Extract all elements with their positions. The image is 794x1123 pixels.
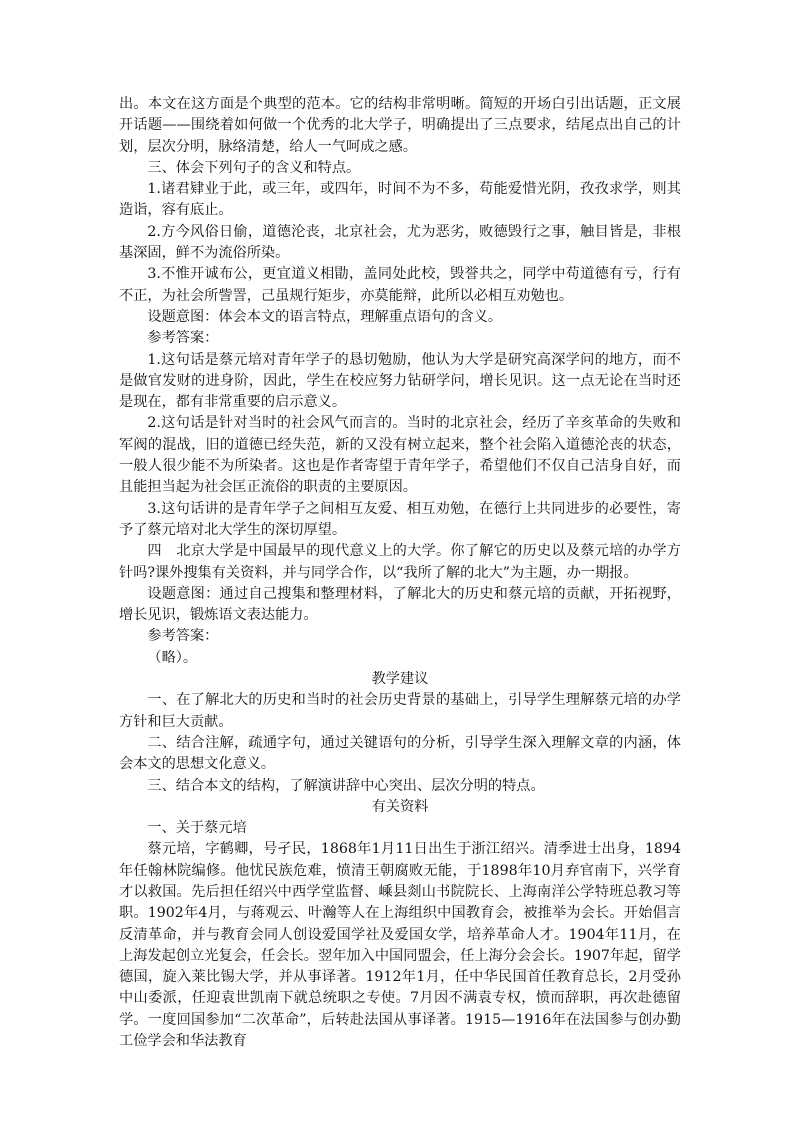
paragraph: 三、体会下列句子的含义和特点。 xyxy=(147,159,361,176)
paragraph: （略）。 xyxy=(147,649,198,666)
paragraph: 参考答案： xyxy=(147,628,219,645)
document-page xyxy=(119,94,681,1052)
paragraph: 三、结合本文的结构，了解演讲辞中心突出、层次分明的特点。 xyxy=(147,777,545,794)
section-heading: 有关资料 xyxy=(371,798,429,815)
paragraph: 一、在了解北大的历史和当时的社会历史背景的基础上，引导学生理解蔡元培的办学方针和巨大贡献。 xyxy=(119,692,681,730)
paragraph: 四 北京大学是中国最早的现代意义上的大学。你了解它的历史以及蔡元培的办学方针吗?课外搜集有关资料，并与同学合作，以“我所了解的北大”为主题，办一期报。 xyxy=(119,543,681,581)
section-heading: 教学建议 xyxy=(371,671,429,688)
paragraph: 2.这句话是针对当时的社会风气而言的。当时的北京社会，经历了辛亥革命的失败和军阀的混战，旧的道德已经失范，新的又没有树立起来，整个社会陷入道德沦丧的状态，一般人很少能不为所染者。这也是作者寄望于青年学子，希望他们不仅自己洁身自好，而且能担当起为社会匡正流俗的职责的主要原因。 xyxy=(119,415,681,496)
paragraph: 设题意图：体会本文的语言特点，理解重点语句的含义。 xyxy=(147,308,503,325)
paragraph: 2.方今风俗日偷，道德沦丧，北京社会，尤为恶劣，败德毁行之事，触目皆是，非根基深固，鲜不为流俗所染。 xyxy=(119,223,681,262)
paragraph: 参考答案： xyxy=(147,330,219,347)
paragraph: 1.诸君肄业于此，或三年，或四年，时间不为不多，苟能爱惜光阴，孜孜求学，则其造诣，容有底止。 xyxy=(119,181,681,219)
paragraph: 3.这句话讲的是青年学子之间相互友爱、相互劝勉，在德行上共同进步的必要性，寄予了蔡元培对北大学生的深切厚望。 xyxy=(119,500,681,538)
paragraph: 一、关于蔡元培 xyxy=(147,820,247,837)
paragraph: 设题意图：通过自己搜集和整理材料，了解北大的历史和蔡元培的贡献，开拓视野，增长见识，锻炼语文表达能力。 xyxy=(119,585,681,624)
paragraph: 二、结合注解，疏通字句，通过关键语句的分析，引导学生深入理解文章的内涵，体会本文的思想文化意义。 xyxy=(119,734,681,773)
paragraph: 1.这句话是蔡元培对青年学子的恳切勉励，他认为大学是研究高深学问的地方，而不是做官发财的进身阶，因此，学生在校应努力钻研学问，增长见识。这一点无论在当时还是现在，都有非常重要的启示意义。 xyxy=(119,351,681,411)
paragraph: 出。本文在这方面是个典型的范本。它的结构非常明晰。简短的开场白引出话题，正文展开话题——围绕着如何做一个优秀的北大学子，明确提出了三点要求，结尾点出自己的计划，层次分明，脉络清楚，给人一气呵成之感。 xyxy=(119,96,681,155)
paragraph: 3.不惟开诚布公，更宜道义相勖，盖同处此校，毁誉共之，同学中苟道德有亏，行有不正，为社会所訾詈，己虽规行矩步，亦莫能辩，此所以必相互劝勉也。 xyxy=(119,266,681,304)
paragraph: 蔡元培，字鹤卿，号孑民，1868年1月11日出生于浙江绍兴。清季进士出身，1894年任翰林院编修。他忧民族危难，愤清王朝腐败无能，于1898年10月弃官南下，兴学育才以救国。先后担任绍兴中西学堂监督、嵊县剡山书院院长、上海南洋公学特班总教习等职。1902年4月，与蒋观云、叶瀚等人在上海组织中国教育会，被推举为会长。开始倡言反清革命，并与教育会同人创设爱国学社及爱国女学，培养革命人才。1904年11月，在上海发起创立光复会，任会长。翌年加入中国同盟会，任上海分会会长。1907年起，留学德国，旋入莱比锡大学，并从事译著。1912年1月，任中华民国首任教育总长，2月受孙中山委派，任迎袁世凯南下就总统职之专使。7月因不满袁专权，愤而辞职，再次赴德留学。一度回国参加“二次革命”，后转赴法国从事译著。1915—1916年在法国参与创办勤工俭学会和华法教育 xyxy=(119,841,681,1050)
